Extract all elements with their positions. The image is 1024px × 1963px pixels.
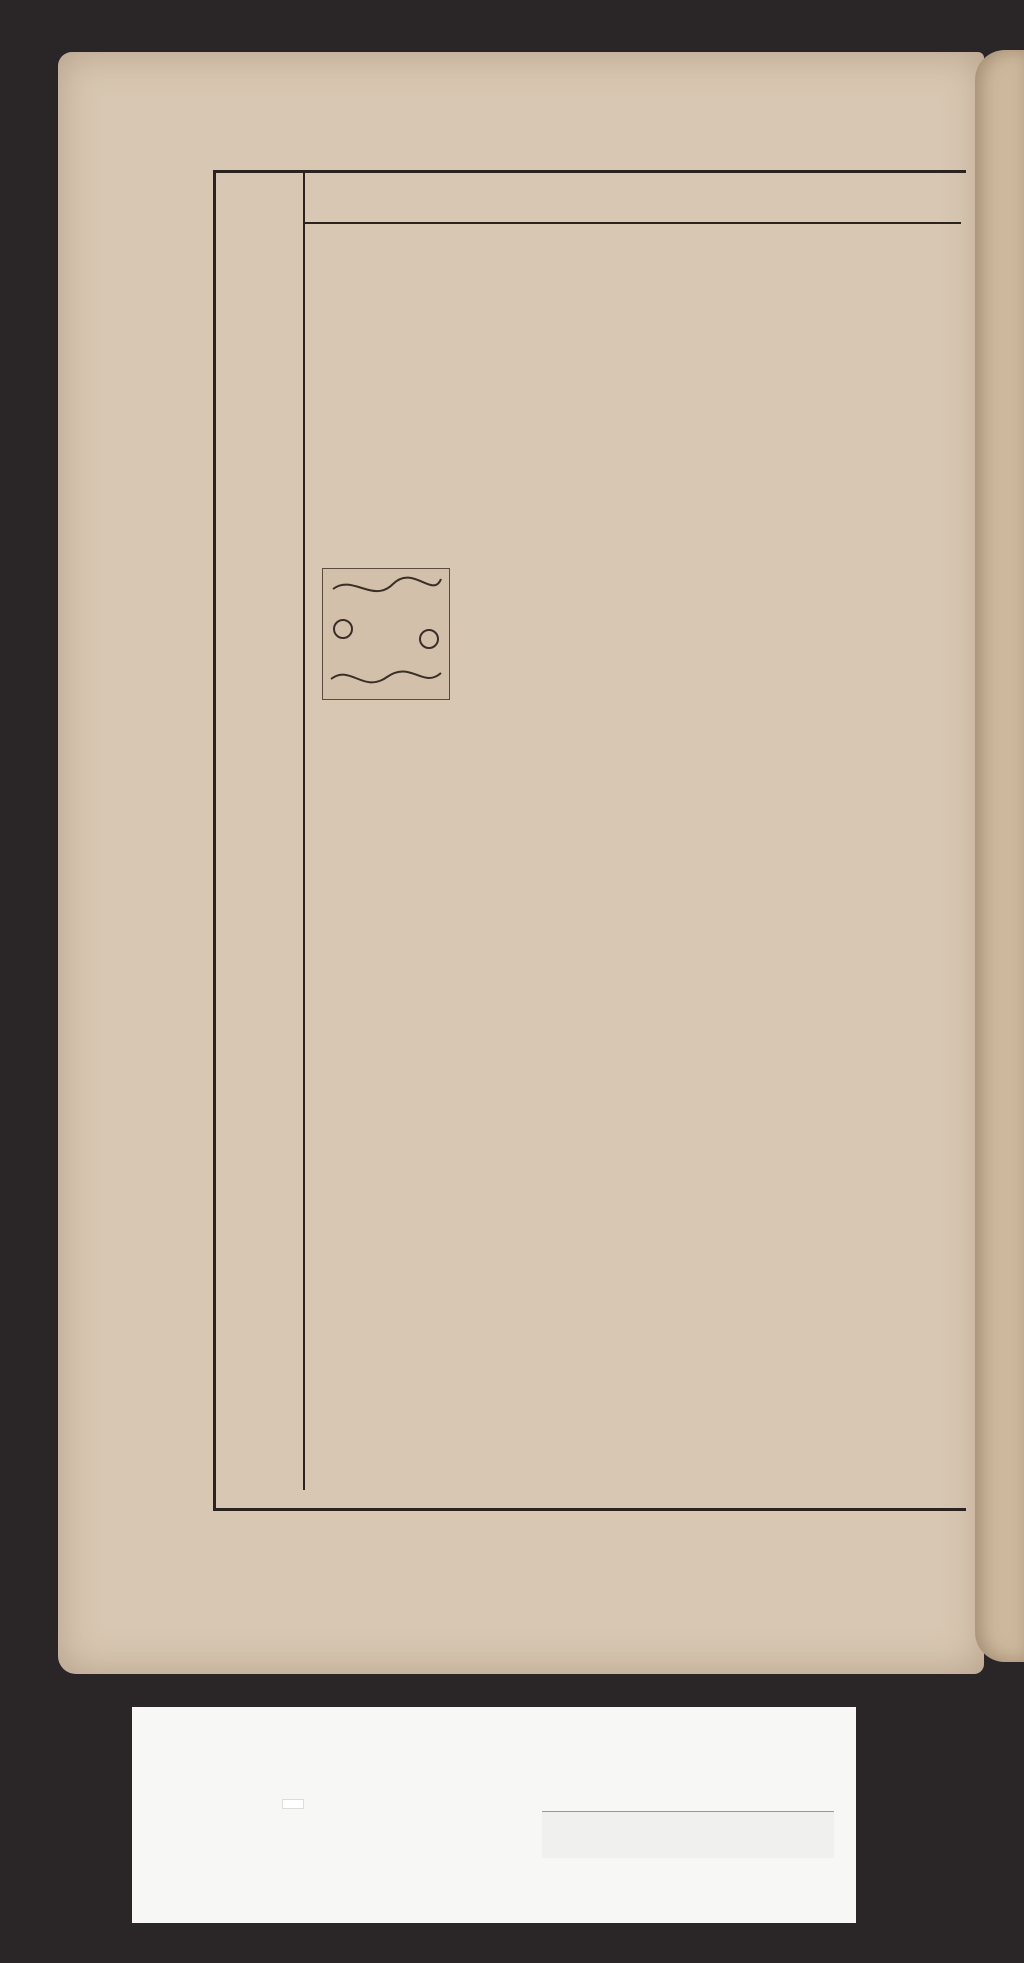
library-label bbox=[132, 1707, 856, 1923]
header-rule bbox=[303, 222, 961, 224]
ornament-icon bbox=[323, 569, 449, 699]
running-head bbox=[315, 174, 955, 220]
measurement-scale bbox=[542, 1811, 834, 1858]
page-frame bbox=[213, 170, 966, 1511]
decorated-initial bbox=[322, 568, 450, 700]
margin-rule bbox=[303, 170, 305, 1490]
facing-page-edge bbox=[975, 50, 1024, 1662]
color-calibration-bar bbox=[542, 1769, 834, 1811]
signatur-value bbox=[282, 1799, 304, 1809]
